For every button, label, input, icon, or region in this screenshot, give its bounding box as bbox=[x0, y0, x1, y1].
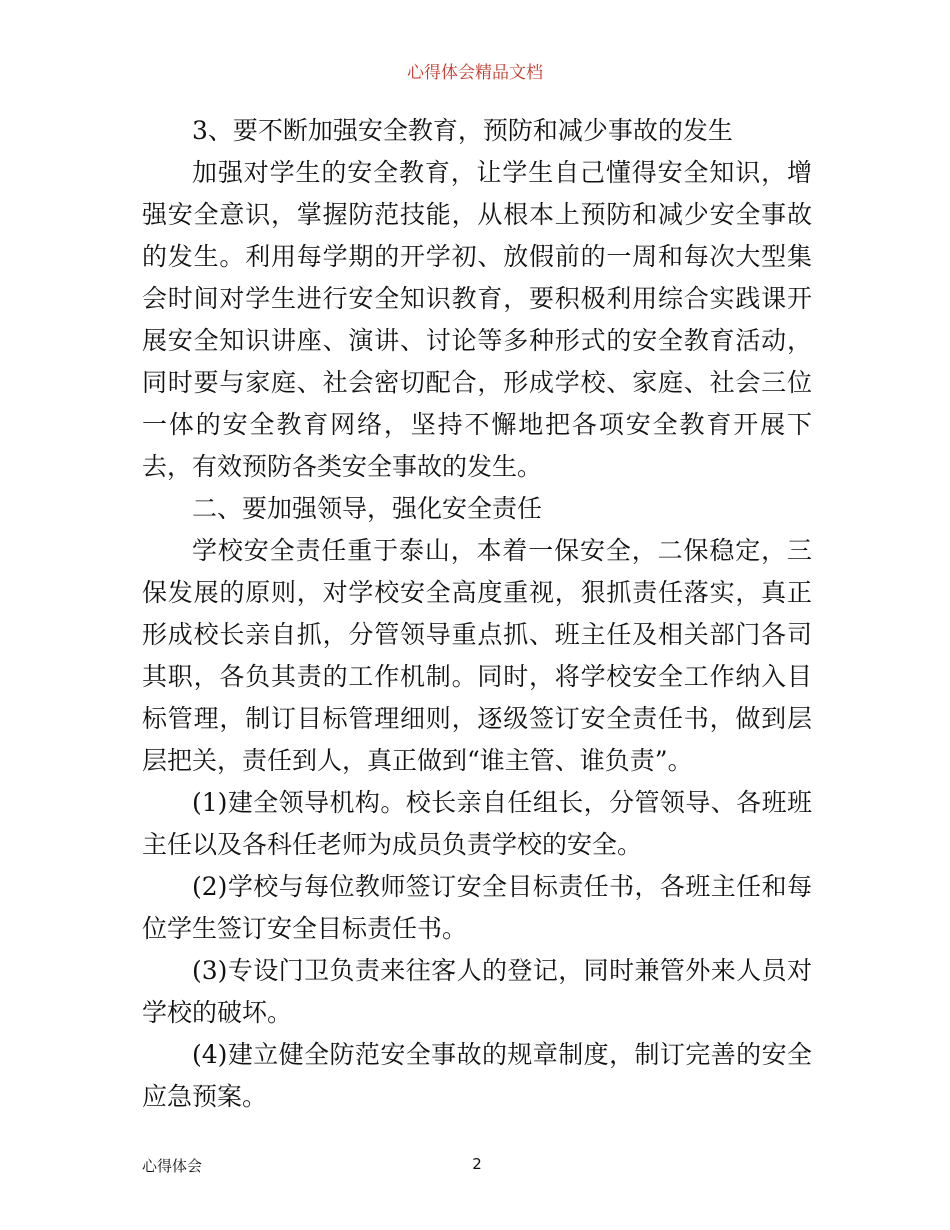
list-item-2: (2)学校与每位教师签订安全目标责任书，各班主任和每位学生签订安全目标责任书。 bbox=[142, 872, 812, 943]
list-item-4: (4)建立健全防范安全事故的规章制度，制订完善的安全应急预案。 bbox=[142, 1040, 812, 1111]
page-number: 2 bbox=[472, 1155, 482, 1173]
page-header-title: 心得体会精品文档 bbox=[407, 63, 543, 83]
document-body bbox=[142, 110, 812, 1118]
paragraph-education: 加强对学生的安全教育，让学生自己懂得安全知识，增强安全意识，掌握防范技能，从根本上预防和减少安全事故的发生。利用每学期的开学初、放假前的一周和每次大型集会时间对学生进行安全知识教育，要积极利用综合实践课开展安全知识讲座、演讲、讨论等多种形式的安全教育活动，同时要与家庭、社会密切配合，形成学校、家庭、社会三位一体的安全教育网络，坚持不懈地把各项安全教育开展下去，有效预防各类安全事故的发生。 bbox=[142, 158, 812, 481]
list-item-1: (1)建全领导机构。校长亲自任组长，分管领导、各班班主任以及各科任老师为成员负责学校的安全。 bbox=[142, 788, 812, 859]
page-footer bbox=[142, 1155, 812, 1179]
section-heading-education: 3、要不断加强安全教育，预防和减少事故的发生 bbox=[192, 116, 733, 145]
footer-label: 心得体会 bbox=[142, 1157, 203, 1175]
section-heading-leadership: 二、要加强领导，强化安全责任 bbox=[192, 494, 543, 523]
list-item-3: (3)专设门卫负责来往客人的登记，同时兼管外来人员对学校的破坏。 bbox=[142, 956, 812, 1027]
paragraph-leadership: 学校安全责任重于泰山，本着一保安全，二保稳定，三保发展的原则，对学校安全高度重视，狠抓责任落实，真正形成校长亲自抓，分管领导重点抓、班主任及相关部门各司其职，各负其责的工作机制。同时，将学校安全工作纳入目标管理，制订目标管理细则，逐级签订安全责任书，做到层层把关，责任到人，真正做到“谁主管、谁负责”。 bbox=[142, 536, 812, 775]
